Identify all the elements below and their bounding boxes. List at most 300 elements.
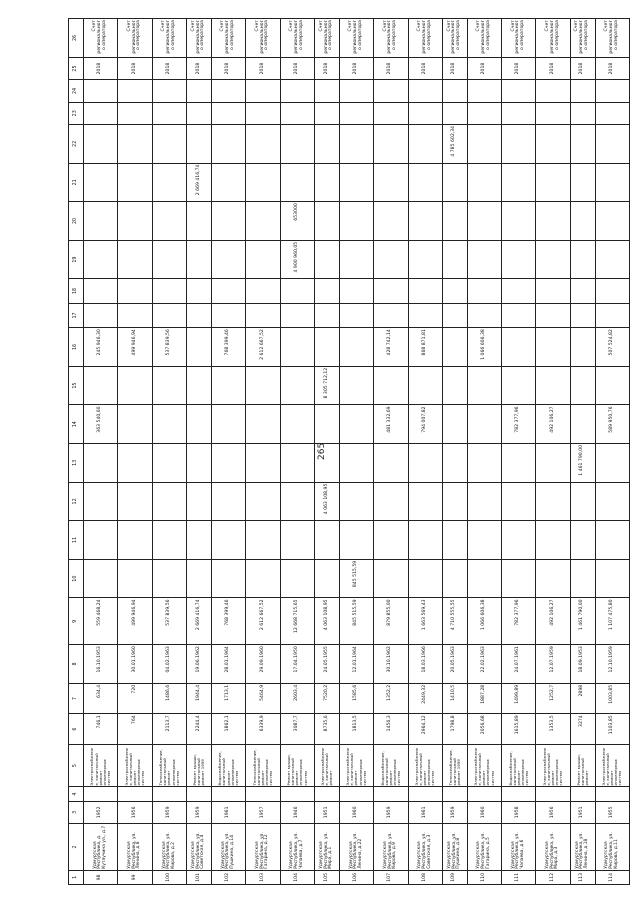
table-cell-c10 <box>570 559 595 598</box>
table-cell-c12 <box>118 482 152 521</box>
table-cell-c4 <box>315 787 340 801</box>
table-cell-c3: 1961 <box>408 801 442 823</box>
table-cell-c15 <box>442 366 467 405</box>
table-cell-c16: 537 839,56 <box>152 328 186 367</box>
table-cell-c12 <box>211 482 245 521</box>
table-cell-c19 <box>502 240 536 279</box>
header-cell: 7 <box>69 683 84 713</box>
table-cell-c14: 794 007,82 <box>408 405 442 444</box>
table-cell-c19 <box>467 240 501 279</box>
table-cell-c12: 4 063 108,95 <box>315 482 340 521</box>
table-cell-c26: Счет регионального оператора <box>84 19 118 58</box>
table-cell-c20 <box>570 202 595 241</box>
table-cell-c3: 1956 <box>536 801 570 823</box>
table-cell-c19 <box>315 240 340 279</box>
table-cell-n: 101 <box>187 870 212 884</box>
header-cell: 4 <box>69 787 84 801</box>
table-cell-c14 <box>187 405 212 444</box>
table-cell-c24 <box>442 80 467 102</box>
table-cell-c20 <box>595 202 629 241</box>
table-cell-c18 <box>84 279 118 303</box>
table-cell-c3: 1960 <box>467 801 501 823</box>
table-cell-c23 <box>339 102 373 124</box>
table-cell-c3: 1951 <box>570 801 595 823</box>
table-cell-c10 <box>502 559 536 598</box>
header-cell: 15 <box>69 366 84 405</box>
table-cell-c11 <box>315 521 340 560</box>
table-cell-c18 <box>374 279 408 303</box>
table-cell-c8: 22.02.1963 <box>467 645 501 684</box>
table-cell-c18 <box>595 279 629 303</box>
table-cell-c16 <box>536 328 570 367</box>
table-cell-c19 <box>339 240 373 279</box>
table-cell-c15 <box>595 366 629 405</box>
table-cell-c12 <box>442 482 467 521</box>
table-cell-c17 <box>118 303 152 327</box>
table-cell-desc: Теплоснабжение, капитальный ремонт инженерных систем <box>246 744 280 787</box>
table-cell-c24 <box>408 80 442 102</box>
table-cell-c15 <box>280 366 314 405</box>
table-cell-c22 <box>315 124 340 163</box>
table-cell-n: 106 <box>339 870 373 884</box>
table-cell-c25: 2018 <box>502 57 536 79</box>
table-cell-c8: 04.02.1963 <box>152 645 186 684</box>
table-cell-c24 <box>570 80 595 102</box>
table-cell-c20 <box>246 202 280 241</box>
table-cell-c18 <box>502 279 536 303</box>
table-cell-c9: 537 839,56 <box>152 598 186 645</box>
table-cell-c13 <box>339 444 373 483</box>
table-cell-c21 <box>211 163 245 202</box>
header-cell: 22 <box>69 124 84 163</box>
table-cell-c23 <box>595 102 629 124</box>
table-cell-c9: 768 399,46 <box>211 598 245 645</box>
table-cell-c8: 20.05.1963 <box>442 645 467 684</box>
table-cell-c8: 30.01.1960 <box>118 645 152 684</box>
table-cell-c13 <box>187 444 212 483</box>
table-cell-c21: 2 669 416,74 <box>187 163 212 202</box>
table-cell-c22 <box>152 124 186 163</box>
table-cell-c19 <box>152 240 186 279</box>
table-cell-c22 <box>84 124 118 163</box>
table-cell-c3: 1959 <box>442 801 467 823</box>
table-cell-c3: 1951 <box>315 801 340 823</box>
table-cell-c3: 1961 <box>211 801 245 823</box>
table-cell-c17 <box>502 303 536 327</box>
table-cell-c25: 2018 <box>118 57 152 79</box>
table-cell-c3: 1957 <box>246 801 280 823</box>
table-cell-c26: Счет регионального оператора <box>442 19 467 58</box>
table-cell-c16 <box>502 328 536 367</box>
table-cell-c24 <box>118 80 152 102</box>
table-cell-c20 <box>211 202 245 241</box>
table-cell-desc: Электроснабжение, капитальный ремонт инженерных систем <box>339 744 373 787</box>
table-cell-addr: Удмуртская Республика, ул. Мира, д.3 <box>536 824 570 871</box>
table-cell-c22 <box>536 124 570 163</box>
header-cell: 17 <box>69 303 84 327</box>
table-cell-c24 <box>211 80 245 102</box>
table-cell-c4 <box>280 787 314 801</box>
table-cell-n: 98 <box>84 870 118 884</box>
table-cell-n: 103 <box>246 870 280 884</box>
table-cell-c16: 868 871,81 <box>408 328 442 367</box>
table-cell-c14 <box>118 405 152 444</box>
table-cell-c6: 1456,3 <box>374 714 408 744</box>
table-cell-c8: 17.04.1950 <box>280 645 314 684</box>
table-cell-desc: Водоснабжение, капитальный ремонт инженерных систем <box>502 744 536 787</box>
table-row <box>152 19 186 885</box>
table-cell-c20 <box>118 202 152 241</box>
table-cell-c7: 1944,4 <box>187 683 212 713</box>
rotated-table-sheet <box>68 18 630 885</box>
table-cell-c6: 3274 <box>570 714 595 744</box>
table-cell-c25: 2018 <box>570 57 595 79</box>
table-cell-c7: 1003,85 <box>595 683 629 713</box>
table-cell-c16 <box>315 328 340 367</box>
table-cell-c26: Счет регионального оператора <box>408 19 442 58</box>
table-cell-c13 <box>595 444 629 483</box>
table-cell-c17 <box>339 303 373 327</box>
table-cell-c14 <box>339 405 373 444</box>
table-cell-addr: Удмуртская Республика, ул. Пушкина, д.14 <box>211 824 245 871</box>
table-cell-c26: Счет регионального оператора <box>502 19 536 58</box>
table-cell-c16: 507 524,82 <box>595 328 629 367</box>
table-row <box>467 19 501 885</box>
table-cell-c10 <box>595 559 629 598</box>
table-row <box>408 19 442 885</box>
table-cell-c14 <box>280 405 314 444</box>
header-cell: 24 <box>69 80 84 102</box>
table-cell-c11 <box>84 521 118 560</box>
table-cell-c16: 2 612 667,52 <box>246 328 280 367</box>
table-cell-c14: 492 106,27 <box>536 405 570 444</box>
table-cell-c16 <box>339 328 373 367</box>
table-cell-c25: 2018 <box>536 57 570 79</box>
table-cell-c24 <box>187 80 212 102</box>
table-cell-c21 <box>502 163 536 202</box>
table-cell-c21 <box>374 163 408 202</box>
table-cell-c18 <box>442 279 467 303</box>
table-cell-addr: Удмуртская Республика, ул. Кирова, д.11 <box>595 824 629 871</box>
table-cell-c10 <box>211 559 245 598</box>
table-cell-c18 <box>187 279 212 303</box>
table-cell-c11 <box>467 521 501 560</box>
table-cell-c22 <box>187 124 212 163</box>
table-cell-desc: Электроснабжение, капитальный ремонт инженерных систем <box>118 744 152 787</box>
table-cell-c11 <box>570 521 595 560</box>
table-cell-c6: 2244,4 <box>187 714 212 744</box>
table-cell-c8: 12.01.1964 <box>339 645 373 684</box>
table-cell-c25: 2018 <box>211 57 245 79</box>
table-cell-c21 <box>152 163 186 202</box>
table-cell-c10 <box>536 559 570 598</box>
table-cell-c19 <box>246 240 280 279</box>
table-cell-c11 <box>502 521 536 560</box>
table-cell-c7: 2603,4 <box>280 683 314 713</box>
table-cell-c24 <box>315 80 340 102</box>
table-cell-c4 <box>152 787 186 801</box>
table-cell-c24 <box>595 80 629 102</box>
table-cell-c6: 764 <box>118 714 152 744</box>
table-cell-c19 <box>570 240 595 279</box>
table-cell-c16 <box>280 328 314 367</box>
table-cell-c23 <box>246 102 280 124</box>
table-cell-c15 <box>570 366 595 405</box>
table-cell-c20 <box>187 202 212 241</box>
table-cell-c26: Счет регионального оператора <box>374 19 408 58</box>
table-cell-c12 <box>374 482 408 521</box>
table-cell-c8: 18.09.1953 <box>570 645 595 684</box>
table-cell-c4 <box>570 787 595 801</box>
table-cell-c9: 499 946,94 <box>118 598 152 645</box>
table-cell-c3: 1959 <box>152 801 186 823</box>
table-cell-c7: 1486,6 <box>152 683 186 713</box>
table-cell-c6: 1798,8 <box>442 714 467 744</box>
table-cell-c18 <box>118 279 152 303</box>
table-cell-c11 <box>442 521 467 560</box>
table-row <box>280 19 314 885</box>
table-cell-desc: Водоснабжение, капитальный ремонт инженерных систем <box>374 744 408 787</box>
table-cell-c12 <box>84 482 118 521</box>
table-cell-c18 <box>280 279 314 303</box>
header-cell: 3 <box>69 801 84 823</box>
table-cell-c10 <box>187 559 212 598</box>
table-row <box>595 19 629 885</box>
table-cell-c23 <box>408 102 442 124</box>
table-cell-c6: 2056,68 <box>467 714 501 744</box>
table-cell-c20 <box>536 202 570 241</box>
table-cell-c15 <box>211 366 245 405</box>
table-cell-c6: 1353,5 <box>536 714 570 744</box>
table-cell-n: 100 <box>152 870 186 884</box>
table-row <box>187 19 212 885</box>
table-cell-c24 <box>280 80 314 102</box>
column-number-header-row <box>69 19 84 885</box>
table-row <box>374 19 408 885</box>
table-cell-c12 <box>280 482 314 521</box>
table-cell-c6: 6339,9 <box>246 714 280 744</box>
table-cell-c17 <box>280 303 314 327</box>
table-cell-n: 113 <box>570 870 595 884</box>
table-cell-c19 <box>374 240 408 279</box>
table-cell-c24 <box>339 80 373 102</box>
table-cell-c26: Счет регионального оператора <box>467 19 501 58</box>
table-cell-c25: 2018 <box>187 57 212 79</box>
table-cell-c10 <box>118 559 152 598</box>
table-cell-c16: 1 066 606,38 <box>467 328 501 367</box>
table-cell-c10 <box>84 559 118 598</box>
table-cell-c14: 782 377,96 <box>502 405 536 444</box>
table-cell-c11 <box>280 521 314 560</box>
header-cell: 16 <box>69 328 84 367</box>
table-cell-c7: 1585,6 <box>339 683 373 713</box>
table-cell-c4 <box>442 787 467 801</box>
table-cell-c25: 2018 <box>442 57 467 79</box>
table-cell-c13 <box>246 444 280 483</box>
table-cell-c16: 245 946,30 <box>84 328 118 367</box>
table-cell-c3: 1952 <box>84 801 118 823</box>
table-cell-desc: Водоснабжение, капитальный ремонт инженерных систем <box>211 744 245 787</box>
table-cell-c15 <box>536 366 570 405</box>
table-cell-c14 <box>315 405 340 444</box>
table-cell-c23 <box>502 102 536 124</box>
table-cell-c26: Счет регионального оператора <box>118 19 152 58</box>
table-cell-c18 <box>467 279 501 303</box>
table-cell-c22 <box>374 124 408 163</box>
table-cell-c22 <box>246 124 280 163</box>
header-cell: 9 <box>69 598 84 645</box>
table-cell-c7: 720 <box>118 683 152 713</box>
table-cell-desc: Ремонт крыши, капитальный ремонт инженерных систем <box>280 744 314 787</box>
table-cell-c24 <box>536 80 570 102</box>
table-cell-c7: 634,4 <box>84 683 118 713</box>
table-cell-c25: 2018 <box>280 57 314 79</box>
table-row <box>211 19 245 885</box>
table-cell-c15 <box>246 366 280 405</box>
table-cell-c7: 1499,89 <box>502 683 536 713</box>
table-cell-c23 <box>152 102 186 124</box>
table-cell-c4 <box>467 787 501 801</box>
page-number: 265 <box>317 442 327 460</box>
table-cell-desc: Электроснабжение, капитальный ремонт инженерных систем <box>536 744 570 787</box>
table-cell-c4 <box>536 787 570 801</box>
table-cell-c9: 559 468,24 <box>84 598 118 645</box>
table-row <box>570 19 595 885</box>
table-cell-c11 <box>408 521 442 560</box>
header-cell: 25 <box>69 57 84 79</box>
table-cell-c13 <box>118 444 152 483</box>
table-cell-c9: 1 107 475,80 <box>595 598 629 645</box>
table-row <box>84 19 118 885</box>
table-cell-c7: 1410,5 <box>442 683 467 713</box>
table-cell-addr: Удмуртская Республика, ул. Ленина, д.18 <box>570 824 595 871</box>
table-cell-c26: Счет регионального оператора <box>595 19 629 58</box>
table-cell-c4 <box>246 787 280 801</box>
table-cell-c6: 1813,5 <box>339 714 373 744</box>
table-cell-c23 <box>315 102 340 124</box>
table-cell-c24 <box>246 80 280 102</box>
table-cell-c13 <box>536 444 570 483</box>
table-row <box>246 19 280 885</box>
table-cell-c18 <box>211 279 245 303</box>
table-cell-c18 <box>570 279 595 303</box>
table-cell-addr: Удмуртская Республика, ул. Советская, д.3 <box>408 824 442 871</box>
table-cell-addr: Удмуртская Республика, ул. Чапаева, д.6 <box>502 824 536 871</box>
table-cell-c19 <box>408 240 442 279</box>
table-row <box>118 19 152 885</box>
table-cell-desc: Теплоснабжение, капитальный ремонт 1959 <box>442 744 467 787</box>
table-cell-c12 <box>502 482 536 521</box>
table-cell-n: 102 <box>211 870 245 884</box>
table-cell-c24 <box>152 80 186 102</box>
table-cell-c8: 19.06.1962 <box>187 645 212 684</box>
table-cell-desc: Электроснабжение, капитальный ремонт инженерных систем <box>84 744 118 787</box>
table-cell-c25: 2018 <box>595 57 629 79</box>
table-cell-c4 <box>118 787 152 801</box>
table-cell-c21 <box>570 163 595 202</box>
table-cell-c12 <box>246 482 280 521</box>
table-cell-c23 <box>211 102 245 124</box>
table-cell-c11 <box>152 521 186 560</box>
table-cell-c14 <box>570 405 595 444</box>
table-cell-c21 <box>339 163 373 202</box>
table-cell-c9: 1 663 569,43 <box>408 598 442 645</box>
table-cell-c24 <box>84 80 118 102</box>
table-cell-c4 <box>211 787 245 801</box>
table-cell-c15 <box>339 366 373 405</box>
table-cell-c9: 4 063 108,95 <box>315 598 340 645</box>
table-cell-c6: 1862,1 <box>211 714 245 744</box>
table-cell-c26: Счет регионального оператора <box>315 19 340 58</box>
table-cell-c20 <box>467 202 501 241</box>
table-cell-c8: 24.05.1955 <box>315 645 340 684</box>
table-cell-c11 <box>211 521 245 560</box>
table-cell-c16 <box>187 328 212 367</box>
table-cell-c19 <box>595 240 629 279</box>
table-cell-c25: 2018 <box>315 57 340 79</box>
table-cell-c20 <box>339 202 373 241</box>
table-cell-c23 <box>84 102 118 124</box>
table-cell-c22 <box>502 124 536 163</box>
table-cell-desc: Ремонт крыши, капитальный ремонт <box>570 744 595 787</box>
table-cell-c26: Счет регионального оператора <box>536 19 570 58</box>
table-cell-c12 <box>187 482 212 521</box>
table-cell-c25: 2018 <box>408 57 442 79</box>
table-cell-c15 <box>84 366 118 405</box>
table-cell-c13 <box>152 444 186 483</box>
table-cell-c14 <box>152 405 186 444</box>
table-cell-addr: Удмуртская Республика, ул. Мира, д.1 <box>315 824 340 871</box>
table-cell-c23 <box>374 102 408 124</box>
table-cell-c7: 7520,2 <box>315 683 340 713</box>
table-cell-c21 <box>408 163 442 202</box>
table-cell-addr: Удмуртская Республика, ул. Ленина, д.8 <box>118 824 152 871</box>
table-cell-addr: Удмуртская Республика, ул. Гагарина, д.12 <box>246 824 280 871</box>
table-cell-c20 <box>374 202 408 241</box>
table-cell-c23 <box>570 102 595 124</box>
table-cell-c13 <box>84 444 118 483</box>
table-cell-addr: Удмуртская Республика, д. Кутлучина ул., д.7 <box>84 824 118 871</box>
table-cell-c9: 4 710 555,55 <box>442 598 467 645</box>
table-cell-c9: 492 106,27 <box>536 598 570 645</box>
table-cell-c4 <box>502 787 536 801</box>
table-cell-addr: Удмуртская Республика, ул. Кирова, д.2 <box>152 824 186 871</box>
table-cell-c13 <box>315 444 340 483</box>
table-cell-c21 <box>536 163 570 202</box>
table-cell-c11 <box>536 521 570 560</box>
header-cell: 6 <box>69 714 84 744</box>
table-cell-c4 <box>408 787 442 801</box>
table-cell-c26: Счет регионального оператора <box>211 19 245 58</box>
table-cell-c10 <box>467 559 501 598</box>
table-cell-c12 <box>467 482 501 521</box>
table-cell-c6: 1615,89 <box>502 714 536 744</box>
table-cell-n: 108 <box>408 870 442 884</box>
table-cell-c6: 2964,12 <box>408 714 442 744</box>
table-cell-c22 <box>339 124 373 163</box>
table-cell-c12 <box>536 482 570 521</box>
table-cell-c17 <box>595 303 629 327</box>
table-cell-c7: 1352,2 <box>374 683 408 713</box>
table-cell-c13 <box>280 444 314 483</box>
header-cell: 20 <box>69 202 84 241</box>
table-cell-n: 111 <box>502 870 536 884</box>
table-cell-c25: 2018 <box>374 57 408 79</box>
table-cell-c17 <box>246 303 280 327</box>
table-cell-c8: 12.10.1959 <box>595 645 629 684</box>
table-cell-c16: 428 742,14 <box>374 328 408 367</box>
table-cell-c15 <box>408 366 442 405</box>
